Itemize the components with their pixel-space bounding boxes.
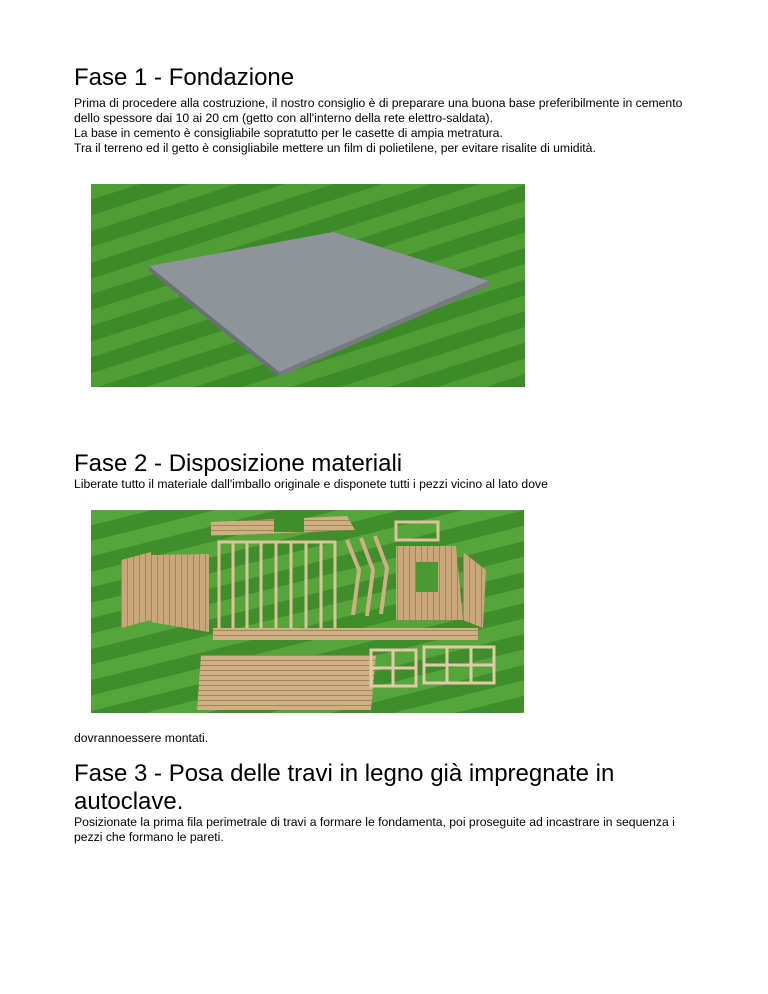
section-3-heading: Fase 3 - Posa delle travi in legno già impregnate in autoclave. [74, 760, 615, 815]
section-3-paragraph: Posizionate la prima fila perimetrale di travi a formare le fondamenta, poi proseguite ad incastrare in sequenza i pezzi che formano le pareti. [74, 815, 675, 844]
section-1-paragraph: Tra il terreno ed il getto è consigliabile mettere un film di polietilene, per evitare risalite di umidità. [74, 141, 596, 155]
section-1-text [74, 96, 704, 156]
floor-panel [151, 554, 209, 632]
wall-panel [121, 552, 151, 628]
section-2-heading: Fase 2 - Disposizione materiali [74, 450, 403, 477]
section-2-paragraph: Liberate tutto il materiale dall'imballo originale e disponete tutti i pezzi vicino al lato dove [74, 477, 548, 491]
materials-layout-image [91, 510, 524, 713]
section-1-heading: Fase 1 - Fondazione [74, 64, 295, 91]
floor-boards [197, 655, 376, 710]
beams [213, 628, 478, 640]
section-2-paragraph-continued: dovrannoessere montati. [74, 731, 209, 745]
section-1-paragraph: Prima di procedere alla costruzione, il nostro consiglio è di preparare una buona base preferibilmente in cemento dello spessore dai 10 ai 20 cm (getto con all'interno della rete elettro-saldata). [74, 96, 683, 125]
foundation-slab-image [91, 184, 525, 387]
section-1-paragraph: La base in cemento è consigliabile sopratutto per le casette di ampia metratura. [74, 126, 503, 140]
